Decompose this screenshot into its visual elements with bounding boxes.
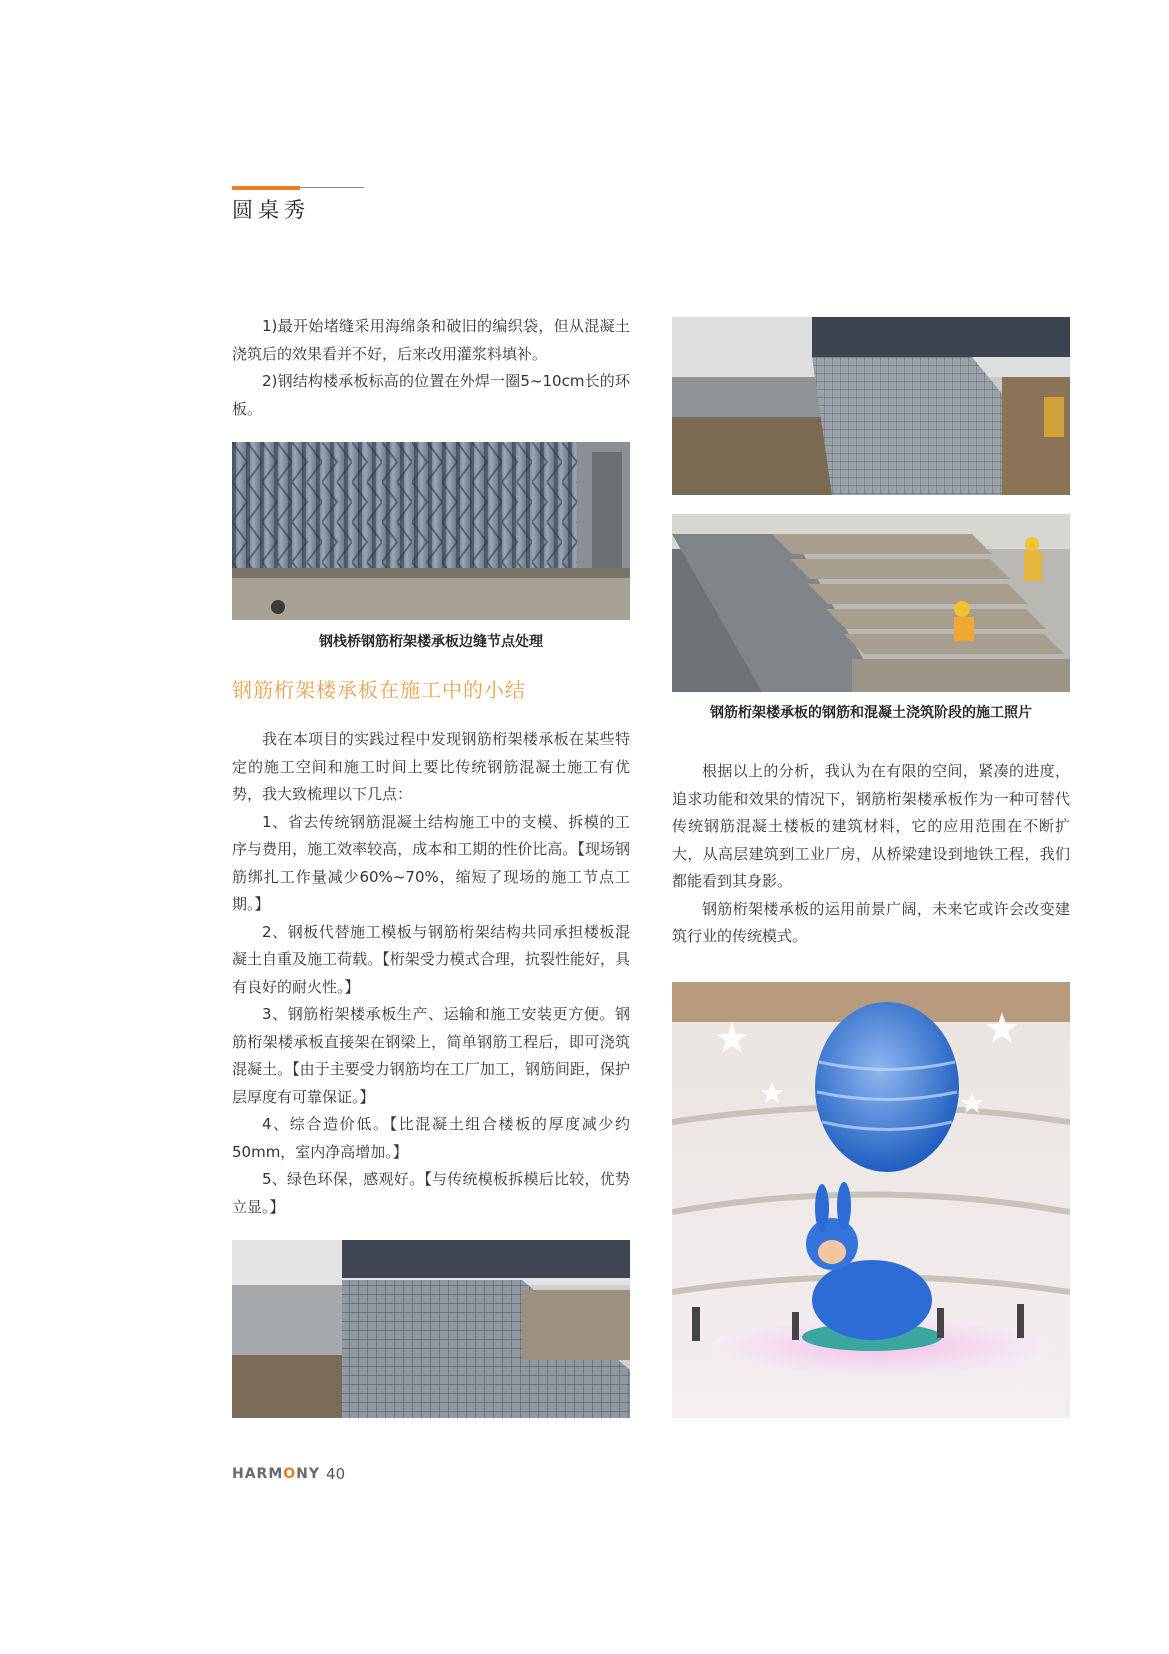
paragraph: 根据以上的分析，我认为在有限的空间，紧凑的进度，追求功能和效果的情况下，钢筋桁架楼承板作为一种可替代传统钢筋混凝土楼板的建筑材料，它的应用范围在不断扩大，从高层建筑到工业厂房，从桥梁建设到地铁工程，我们都能看到其身影。	[672, 762, 1070, 890]
paragraph: 5、绿色环保，感观好。【与传统模板拆模后比较，优势立显。】	[232, 1170, 630, 1216]
paragraph: 我在本项目的实践过程中发现钢筋桁架楼承板在某些特定的施工空间和施工时间上要比传统钢筋混凝土施工有优势，我大致梳理以下几点：	[232, 730, 630, 803]
paragraph: 4、综合造价低。【比混凝土组合楼板的厚度减少约50mm，室内净高增加。】	[232, 1115, 630, 1161]
photo-caption: 钢栈桥钢筋桁架楼承板边缝节点处理	[319, 634, 543, 650]
paragraph: 2)钢结构楼承板标高的位置在外焊一圈5~10cm长的环板。	[232, 372, 630, 418]
paragraph: 3、钢筋桁架楼承板生产、运输和施工安装更方便。钢筋桁架楼承板直接架在钢梁上，简单钢筋工程后，即可浇筑混凝土。【由于主要受力钢筋均在工厂加工，钢筋间距，保护层厚度有可靠保证。】	[232, 1005, 630, 1106]
section-title: 钢筋桁架楼承板在施工中的小结	[232, 678, 526, 702]
photo-caption: 钢筋桁架楼承板的钢筋和混凝土浇筑阶段的施工照片	[710, 705, 1032, 721]
paragraph: 2、钢板代替施工模板与钢筋桁架结构共同承担楼板混凝土自重及施工荷载。【桁架受力模式合理，抗裂性能好，具有良好的耐火性。】	[232, 922, 630, 996]
paragraph: 钢筋桁架楼承板的运用前景广阔，未来它或许会改变建筑行业的传统模式。	[672, 899, 1070, 945]
left-top-text	[232, 313, 630, 423]
photo-stair-concrete-pour	[672, 514, 1070, 692]
brand-logo: HARMONY	[232, 1466, 321, 1482]
header-accent-rule	[232, 186, 300, 190]
photo-sloped-rebar-deck	[672, 317, 1070, 495]
right-mid-text	[672, 758, 1070, 951]
left-mid-text	[232, 726, 630, 1221]
photo-rebar-truss-slope	[232, 1240, 630, 1418]
header-rule	[300, 187, 364, 188]
page-footer	[232, 1465, 345, 1483]
photo-mall-atrium-rendering	[672, 982, 1070, 1418]
paragraph: 1、省去传统钢筋混凝土结构施工中的支模、拆模的工序与费用，施工效率较高，成本和工期的性价比高。【现场钢筋绑扎工作量减少60%~70%，缩短了现场的施工节点工期。】	[232, 812, 630, 913]
page-number: 40	[326, 1465, 346, 1483]
photo-deck-edge-joint	[232, 442, 630, 620]
column-title: 圆桌秀	[232, 198, 310, 222]
paragraph: 1)最开始堵缝采用海绵条和破旧的编织袋，但从混凝土浇筑后的效果看并不好，后来改用灌浆料填补。	[232, 317, 630, 363]
